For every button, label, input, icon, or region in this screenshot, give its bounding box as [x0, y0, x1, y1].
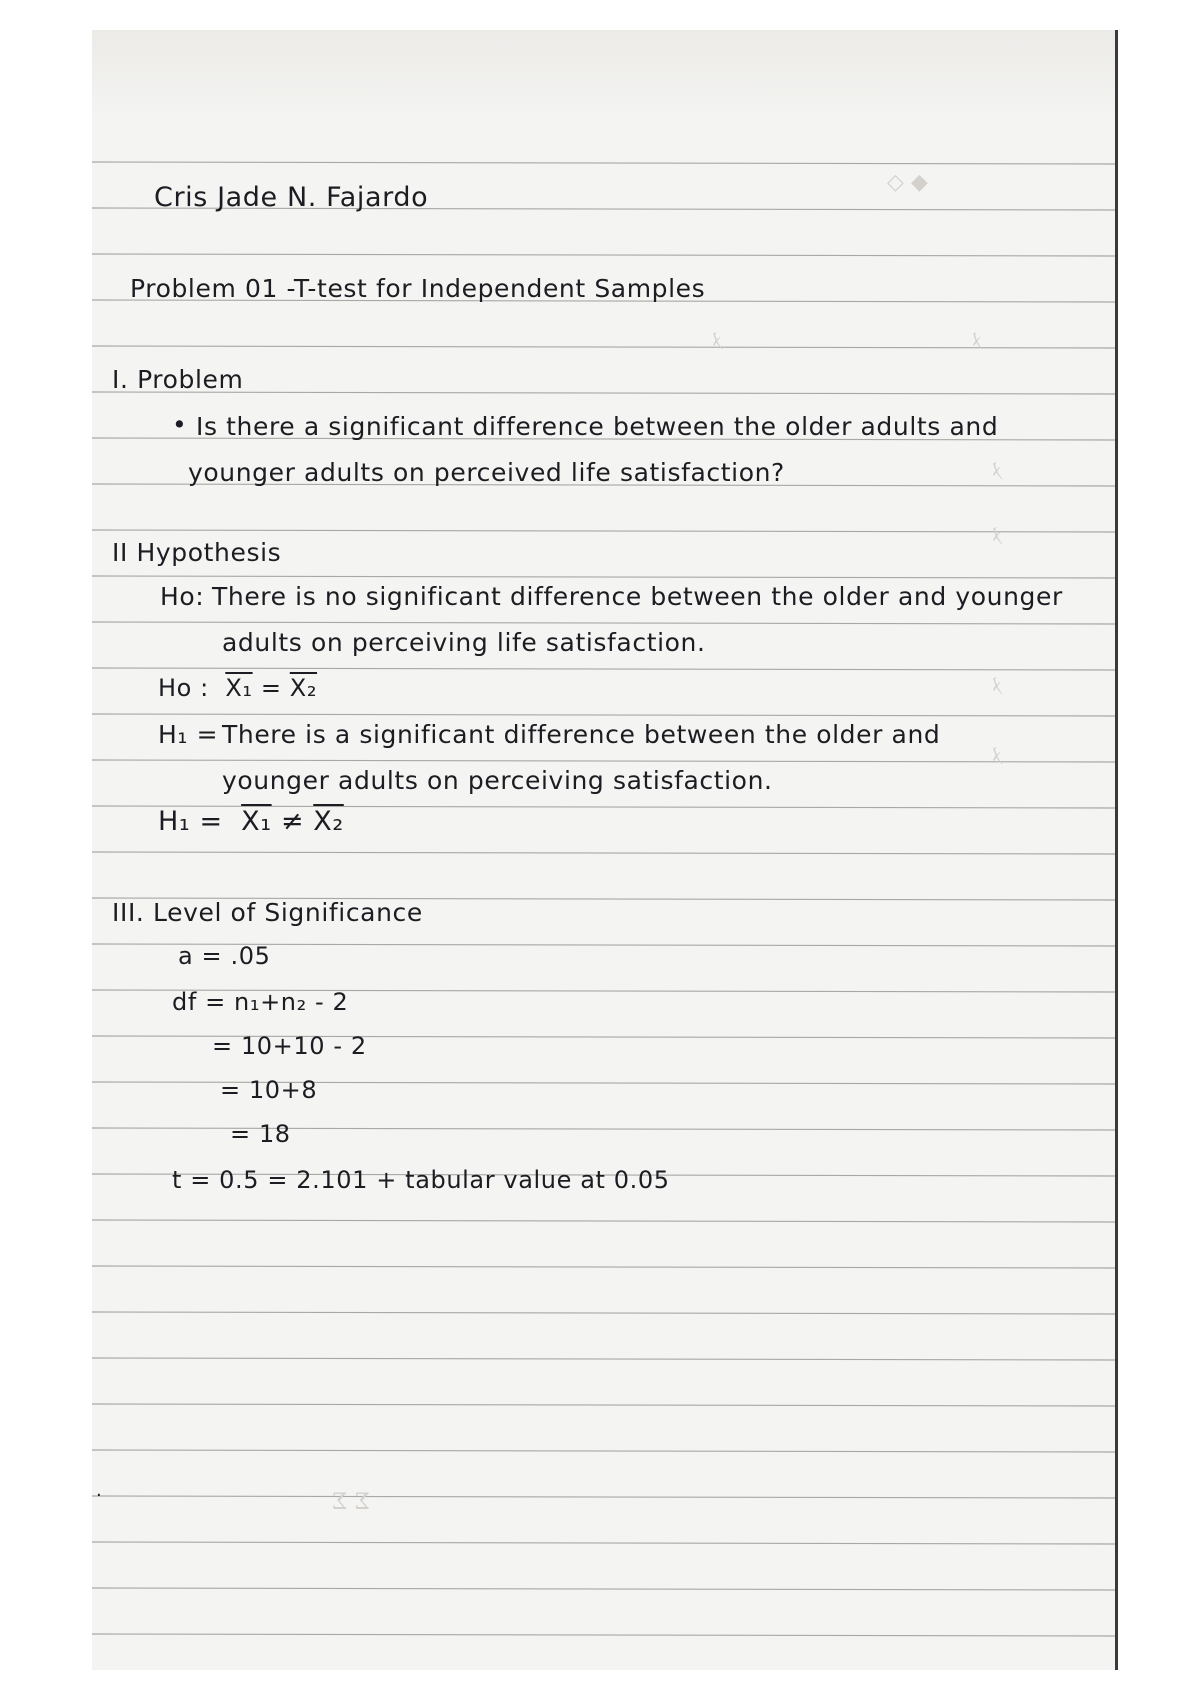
bleed-through-mark: ◆ ◇: [887, 170, 928, 195]
null-hypothesis-label: Ho:: [160, 582, 205, 611]
mean-x1: X₁: [241, 806, 272, 837]
alt-hypothesis-line-1: There is a significant difference between the older and: [222, 720, 941, 749]
formula-relation: ≠: [280, 806, 305, 837]
alt-hypothesis-formula: [158, 806, 344, 837]
mean-x2: X₂: [289, 674, 318, 702]
section-hypothesis-title: II Hypothesis: [112, 538, 282, 567]
bleed-through-mark: ﾒ: [712, 330, 724, 355]
mean-x2: X₂: [313, 806, 344, 837]
formula-relation: =: [260, 674, 282, 702]
df-step-1: = 10+10 - 2: [212, 1032, 367, 1060]
df-result: = 18: [230, 1120, 291, 1148]
df-step-2: = 10+8: [220, 1076, 318, 1104]
research-question-line-2: younger adults on perceived life satisfaction?: [188, 458, 785, 487]
bleed-through-mark: ﾒ: [992, 460, 1004, 485]
bleed-through-mark: ﾒ: [972, 330, 984, 355]
df-formula: df = n₁+n₂ - 2: [172, 988, 349, 1016]
formula-label: H₁ =: [158, 806, 223, 837]
null-hypothesis-formula: [158, 674, 317, 702]
research-question-line-1: Is there a significant difference between the older adults and: [196, 412, 999, 441]
section-problem-title: I. Problem: [112, 365, 244, 394]
bleed-through-mark: Σ Σ: [332, 1490, 371, 1515]
alt-hypothesis-label: H₁ =: [158, 720, 219, 749]
bleed-through-mark: ﾒ: [992, 675, 1004, 700]
null-hypothesis-line-1: There is no significant difference between the older and younger: [212, 582, 1063, 611]
problem-heading: Problem 01 -T-test for Independent Samples: [130, 274, 706, 303]
mean-x1: X₁: [225, 674, 253, 702]
bleed-through-mark: ﾒ: [992, 525, 1004, 550]
bullet-icon: •: [172, 410, 188, 439]
t-critical-value: t = 0.5 = 2.101 + tabular value at 0.05: [172, 1166, 670, 1194]
bleed-through-mark: ﾒ: [992, 745, 1004, 770]
notebook-page: [92, 30, 1118, 1670]
null-hypothesis-line-2: adults on perceiving life satisfaction.: [222, 628, 706, 657]
author-name: Cris Jade N. Fajardo: [154, 182, 429, 213]
formula-label: Ho :: [158, 674, 209, 702]
stray-dot: ·: [96, 1485, 103, 1506]
section-significance-title: III. Level of Significance: [112, 898, 423, 927]
alt-hypothesis-line-2: younger adults on perceiving satisfaction.: [222, 766, 773, 795]
alpha-value: a = .05: [178, 942, 271, 970]
